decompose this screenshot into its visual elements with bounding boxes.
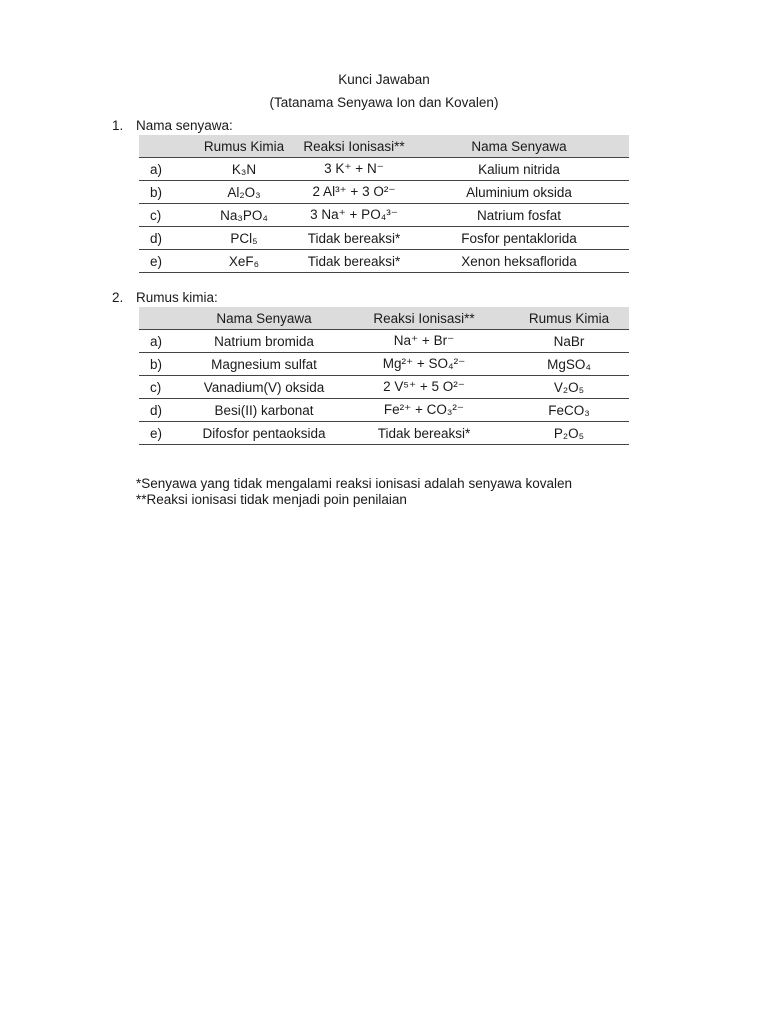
column-header: Nama Senyawa [189, 307, 339, 330]
table-row [139, 353, 629, 376]
page-subtitle: (Tatanama Senyawa Ion dan Kovalen) [269, 95, 499, 110]
section-heading-text: Nama senyawa: [136, 118, 233, 133]
cell-reaction: 3 Na⁺ + PO₄³⁻ [299, 204, 409, 227]
section-number: 2. [112, 290, 124, 305]
footnote-scoring: **Reaksi ionisasi tidak menjadi poin penilaian [136, 492, 407, 507]
row-label: b) [139, 181, 189, 204]
table-row [139, 227, 629, 250]
cell-name: Difosfor pentaoksida [189, 422, 339, 445]
section-2-heading [112, 290, 218, 305]
row-label: a) [139, 158, 189, 181]
cell-name: Fosfor pentaklorida [409, 227, 629, 250]
cell-formula: NaBr [509, 330, 629, 353]
cell-reaction: Fe²⁺ + CO₃²⁻ [339, 399, 509, 422]
cell-formula: PCl₅ [189, 227, 299, 250]
table-row [139, 250, 629, 273]
table-nama-senyawa [139, 135, 629, 273]
cell-name: Aluminium oksida [409, 181, 629, 204]
table-header-row [139, 135, 629, 158]
section-heading-text: Rumus kimia: [136, 290, 218, 305]
row-label: d) [139, 399, 189, 422]
table-row [139, 422, 629, 445]
column-header: Nama Senyawa [409, 135, 629, 158]
column-header: Rumus Kimia [189, 135, 299, 158]
row-label: d) [139, 227, 189, 250]
column-header: Reaksi Ionisasi** [339, 307, 509, 330]
cell-reaction: Tidak bereaksi* [339, 422, 509, 445]
cell-reaction: 2 V⁵⁺ + 5 O²⁻ [339, 376, 509, 399]
cell-name: Xenon heksaflorida [409, 250, 629, 273]
cell-reaction: 3 K⁺ + N⁻ [299, 158, 409, 181]
cell-formula: MgSO₄ [509, 353, 629, 376]
column-header: Rumus Kimia [509, 307, 629, 330]
cell-formula: XeF₆ [189, 250, 299, 273]
cell-formula: FeCO₃ [509, 399, 629, 422]
cell-name: Kalium nitrida [409, 158, 629, 181]
row-label: c) [139, 204, 189, 227]
table-rumus-kimia [139, 307, 629, 445]
cell-name: Natrium fosfat [409, 204, 629, 227]
cell-formula: V₂O₅ [509, 376, 629, 399]
cell-reaction: Na⁺ + Br⁻ [339, 330, 509, 353]
row-label: e) [139, 250, 189, 273]
cell-name: Besi(II) karbonat [189, 399, 339, 422]
cell-reaction: Tidak bereaksi* [299, 227, 409, 250]
table-row [139, 376, 629, 399]
table-row [139, 181, 629, 204]
table-row [139, 204, 629, 227]
cell-name: Natrium bromida [189, 330, 339, 353]
cell-formula: Al₂O₃ [189, 181, 299, 204]
cell-formula: Na₃PO₄ [189, 204, 299, 227]
table-row [139, 399, 629, 422]
row-label: a) [139, 330, 189, 353]
row-label: e) [139, 422, 189, 445]
table-row [139, 330, 629, 353]
section-1-heading [112, 118, 233, 133]
cell-reaction: Mg²⁺ + SO₄²⁻ [339, 353, 509, 376]
table-header-row [139, 307, 629, 330]
cell-reaction: Tidak bereaksi* [299, 250, 409, 273]
column-header: Reaksi Ionisasi** [299, 135, 409, 158]
row-label: b) [139, 353, 189, 376]
column-header [139, 307, 189, 330]
cell-reaction: 2 Al³⁺ + 3 O²⁻ [299, 181, 409, 204]
footnotes [136, 476, 572, 508]
section-number: 1. [112, 118, 124, 133]
column-header [139, 135, 189, 158]
page-title: Kunci Jawaban [338, 72, 430, 87]
cell-formula: K₃N [189, 158, 299, 181]
row-label: c) [139, 376, 189, 399]
table-row [139, 158, 629, 181]
cell-name: Vanadium(V) oksida [189, 376, 339, 399]
footnote-covalent: *Senyawa yang tidak mengalami reaksi ionisasi adalah senyawa kovalen [136, 476, 573, 491]
cell-name: Magnesium sulfat [189, 353, 339, 376]
cell-formula: P₂O₅ [509, 422, 629, 445]
